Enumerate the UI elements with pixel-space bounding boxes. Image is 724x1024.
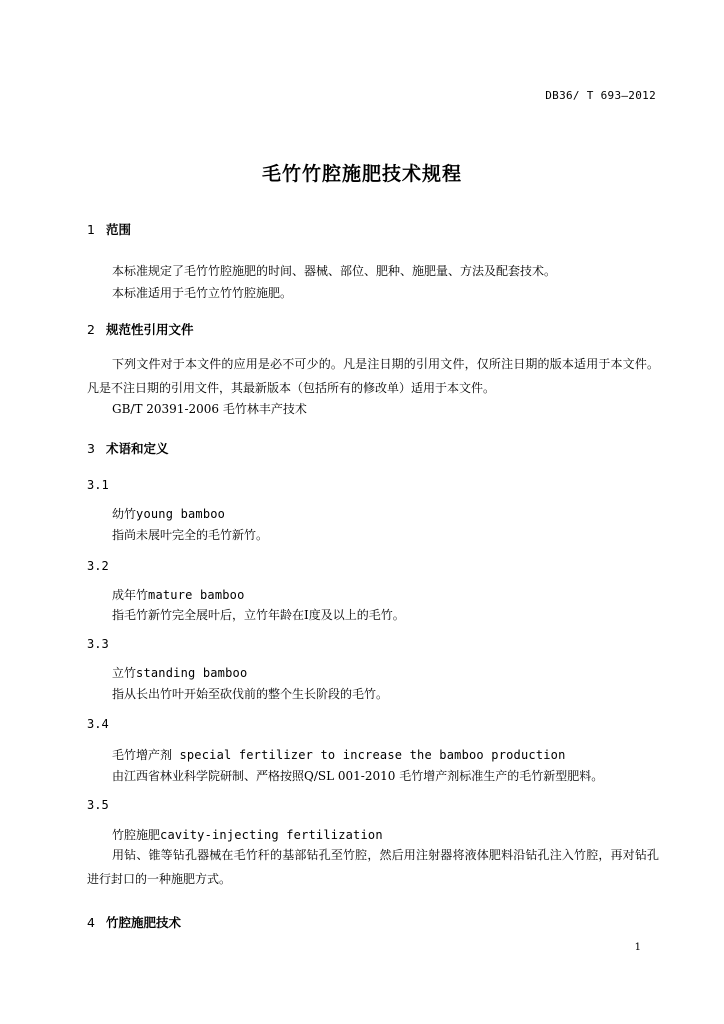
term-entry xyxy=(112,586,245,603)
term-chinese: 竹腔施肥 xyxy=(112,828,161,842)
clause-number: 3.5 xyxy=(87,798,109,812)
term-chinese: 立竹 xyxy=(112,666,137,680)
section-number: 4 xyxy=(87,915,95,930)
clause-number: 3.3 xyxy=(87,637,109,651)
term-entry xyxy=(112,664,247,681)
section-heading-2 xyxy=(87,320,194,338)
section-heading-3 xyxy=(87,439,169,457)
term-definition: 由江西省林业科学院研制、严格按照Q/SL 001-2010 毛竹增产剂标准生产的毛竹新型肥料。 xyxy=(112,769,604,783)
term-chinese: 毛竹增产剂 xyxy=(112,748,173,762)
section-heading-1 xyxy=(87,220,131,238)
section-title: 术语和定义 xyxy=(106,441,169,456)
standard-code: DB36/ T 693—2012 xyxy=(545,89,656,102)
document-title: 毛竹竹腔施肥技术规程 xyxy=(261,163,462,185)
clause-number: 3.4 xyxy=(87,717,109,731)
clause-number: 3.2 xyxy=(87,559,109,573)
term-english: young bamboo xyxy=(136,507,226,521)
term-entry xyxy=(112,746,566,763)
section-title: 范围 xyxy=(106,222,132,237)
clause-number: 3.1 xyxy=(87,478,109,492)
normative-reference: GB/T 20391-2006 毛竹林丰产技术 xyxy=(112,402,307,416)
term-english: special fertilizer to increase the bamboo production xyxy=(172,748,566,762)
term-definition: 指尚未展叶完全的毛竹新竹。 xyxy=(112,528,269,542)
term-chinese: 成年竹 xyxy=(112,588,149,602)
section-number: 2 xyxy=(87,322,95,337)
paragraph: 本标准适用于毛竹立竹竹腔施肥。 xyxy=(112,286,293,300)
term-entry xyxy=(112,505,225,522)
section-number: 1 xyxy=(87,222,95,237)
section-number: 3 xyxy=(87,441,95,456)
term-english: standing bamboo xyxy=(136,666,248,680)
term-english: mature bamboo xyxy=(148,588,245,602)
section-title: 竹腔施肥技术 xyxy=(106,915,182,930)
term-english: cavity-injecting fertilization xyxy=(160,828,383,842)
section-heading-4 xyxy=(87,913,181,931)
paragraph: 下列文件对于本文件的应用是必不可少的。凡是注日期的引用文件，仅所注日期的版本适用于本文件。凡是不注日期的引用文件，其最新版本（包括所有的修改单）适用于本文件。 xyxy=(87,357,659,395)
term-entry xyxy=(112,826,383,843)
term-definition: 指毛竹新竹完全展叶后，立竹年龄在Ⅰ度及以上的毛竹。 xyxy=(112,608,405,622)
term-definition: 指从长出竹叶开始至砍伐前的整个生长阶段的毛竹。 xyxy=(112,687,389,701)
paragraph: 本标准规定了毛竹竹腔施肥的时间、器械、部位、肥种、施肥量、方法及配套技术。 xyxy=(112,264,557,278)
section-title: 规范性引用文件 xyxy=(106,322,194,337)
term-chinese: 幼竹 xyxy=(112,507,137,521)
page-number: 1 xyxy=(634,942,641,953)
term-definition: 用钻、锥等钻孔器械在毛竹秆的基部钻孔至竹腔，然后用注射器将液体肥料沿钻孔注入竹腔，再对钻孔进行封口的一种施肥方式。 xyxy=(87,848,659,886)
